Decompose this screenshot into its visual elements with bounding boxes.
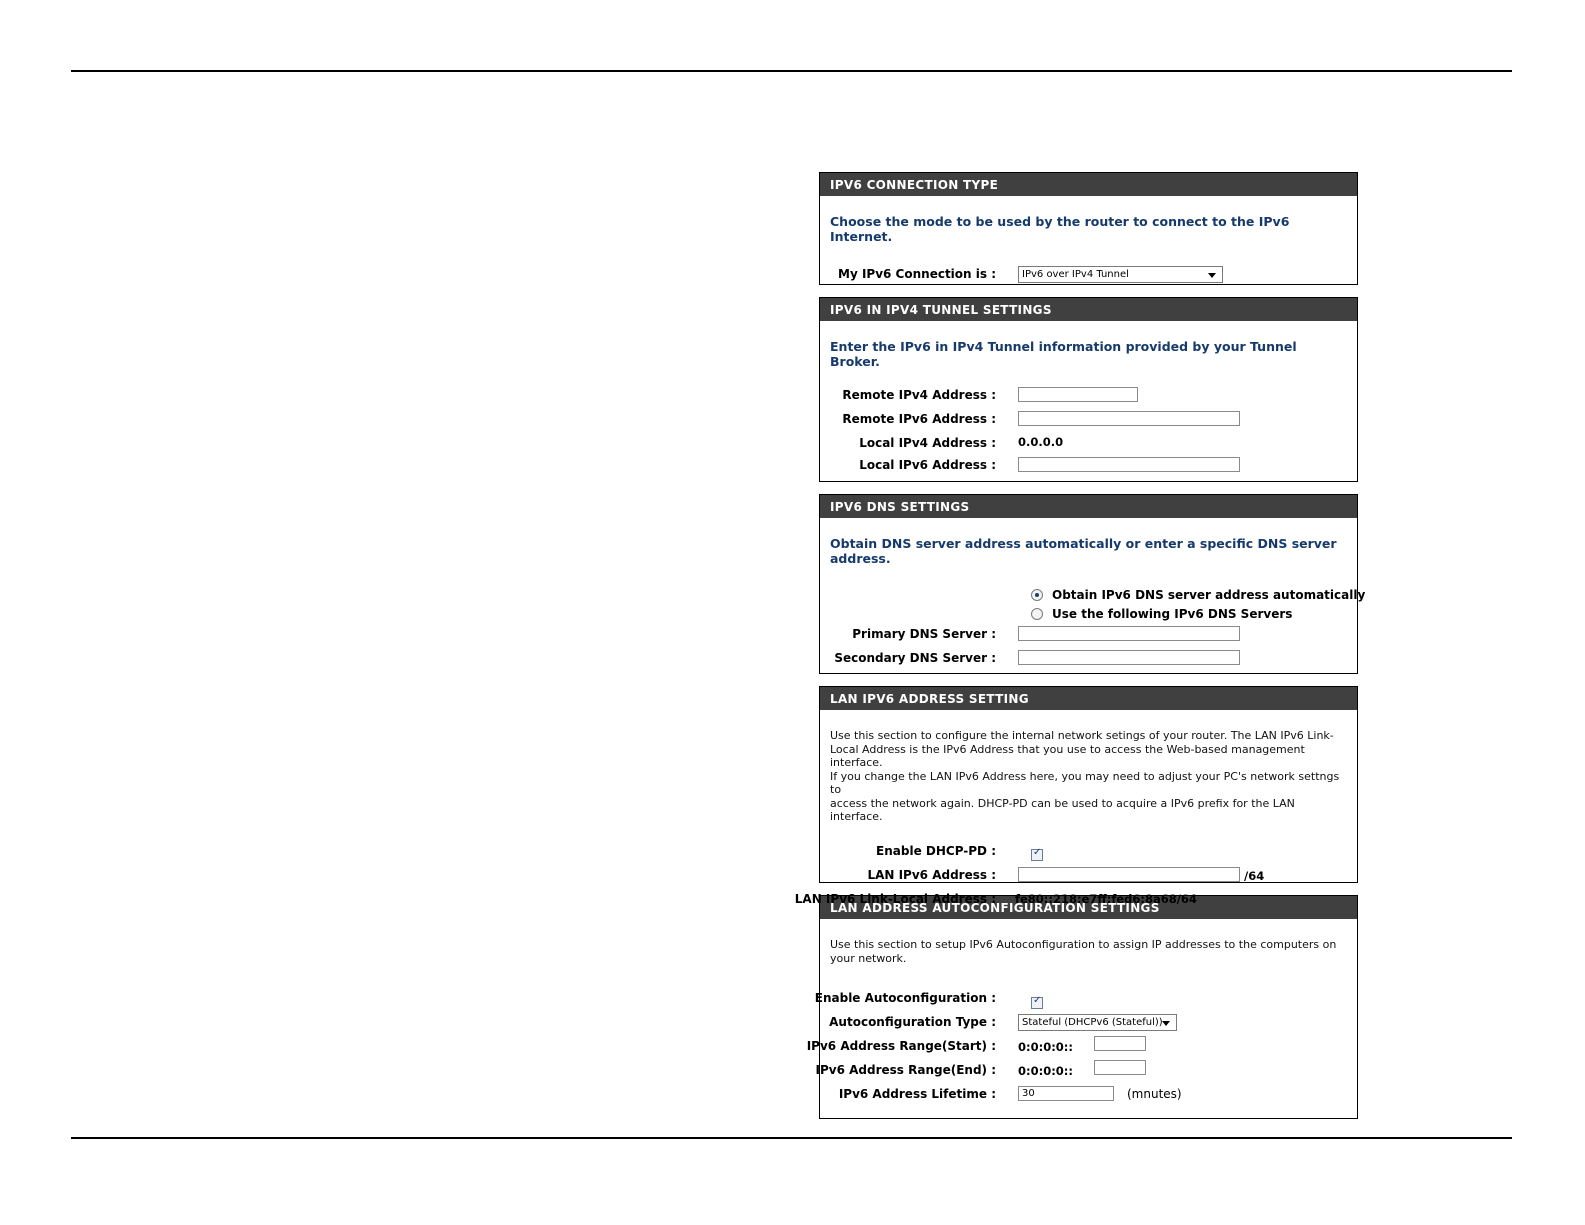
connection-type-label: My IPv6 Connection is : bbox=[838, 267, 996, 281]
settings-panel bbox=[794, 172, 1366, 1119]
lan-ipv6-label: LAN IPv6 Address : bbox=[867, 867, 996, 882]
chevron-down-icon bbox=[1208, 273, 1216, 278]
dns-manual-radio[interactable] bbox=[1031, 608, 1043, 620]
autoconfig-type-value: Stateful (DHCPv6 (Stateful)) bbox=[1022, 1017, 1163, 1028]
intro-line: Local Address is the IPv6 Address that you use to access the Web-based management interface. bbox=[830, 742, 1305, 769]
lifetime-unit: (mnutes) bbox=[1127, 1087, 1182, 1101]
bottom-divider bbox=[71, 1137, 1512, 1139]
section-connection-type bbox=[819, 172, 1358, 285]
section-intro: Choose the mode to be used by the router to connect to the IPv6 Internet. bbox=[830, 214, 1290, 244]
dns-manual-option[interactable] bbox=[1031, 607, 1292, 621]
link-local-label: LAN IPv6 Link-Local Address : bbox=[794, 891, 996, 906]
dns-auto-label: Obtain IPv6 DNS server address automatically bbox=[1052, 588, 1366, 602]
section-intro bbox=[830, 919, 1347, 965]
remote-ipv4-input[interactable] bbox=[1018, 387, 1138, 402]
secondary-dns-label: Secondary DNS Server : bbox=[834, 651, 996, 665]
section-intro: Obtain DNS server address automatically or enter a specific DNS server address. bbox=[830, 536, 1337, 566]
remote-ipv6-input[interactable] bbox=[1018, 411, 1240, 426]
lan-ipv6-suffix: /64 bbox=[1244, 868, 1265, 883]
connection-type-select[interactable] bbox=[1018, 266, 1223, 283]
enable-autoconfig-checkbox[interactable] bbox=[1031, 997, 1043, 1009]
intro-line: your network. bbox=[830, 951, 907, 965]
dns-auto-option[interactable] bbox=[1031, 588, 1365, 602]
lifetime-label: IPv6 Address Lifetime : bbox=[838, 1087, 996, 1101]
enable-autoconfig-label: Enable Autoconfiguration : bbox=[814, 991, 996, 1005]
intro-line: Use this section to configure the internal network setings of your router. The LAN IPv6 Link- bbox=[830, 729, 1334, 742]
section-intro bbox=[830, 710, 1347, 824]
dns-manual-label: Use the following IPv6 DNS Servers bbox=[1052, 607, 1293, 621]
range-end-label: IPv6 Address Range(End) : bbox=[815, 1063, 996, 1077]
range-end-prefix: 0:0:0:0:: bbox=[1018, 1064, 1074, 1078]
primary-dns-input[interactable] bbox=[1018, 626, 1240, 641]
range-start-input[interactable] bbox=[1094, 1036, 1146, 1051]
intro-line: Use this section to setup IPv6 Autoconfiguration to assign IP addresses to the computers on bbox=[830, 938, 1337, 951]
range-start-label: IPv6 Address Range(Start) : bbox=[806, 1039, 996, 1053]
dhcp-pd-checkbox[interactable] bbox=[1031, 849, 1043, 861]
range-end-input[interactable] bbox=[1094, 1060, 1146, 1075]
top-divider bbox=[71, 70, 1512, 72]
chevron-down-icon bbox=[1162, 1021, 1170, 1026]
autoconfig-type-select[interactable] bbox=[1018, 1014, 1177, 1031]
section-intro: Enter the IPv6 in IPv4 Tunnel information provided by your Tunnel Broker. bbox=[830, 339, 1297, 369]
section-title: LAN IPV6 ADDRESS SETTING bbox=[820, 687, 1357, 710]
remote-ipv6-label: Remote IPv6 Address : bbox=[842, 412, 996, 426]
dns-auto-radio[interactable] bbox=[1031, 589, 1043, 601]
dhcp-pd-label: Enable DHCP-PD : bbox=[876, 843, 996, 858]
section-tunnel-settings bbox=[819, 297, 1358, 482]
section-dns-settings bbox=[819, 494, 1366, 674]
section-autoconfig bbox=[806, 895, 1358, 1119]
section-title: IPV6 DNS SETTINGS bbox=[820, 495, 1357, 518]
section-title: LAN ADDRESS AUTOCONFIGURATION SETTINGS bbox=[820, 896, 1357, 919]
remote-ipv4-label: Remote IPv4 Address : bbox=[842, 388, 996, 402]
range-start-prefix: 0:0:0:0:: bbox=[1018, 1040, 1074, 1054]
lifetime-input[interactable]: 30 bbox=[1018, 1086, 1114, 1101]
local-ipv6-label: Local IPv6 Address : bbox=[859, 458, 996, 472]
lan-ipv6-input[interactable] bbox=[1018, 867, 1240, 882]
local-ipv6-input[interactable] bbox=[1018, 457, 1240, 472]
secondary-dns-input[interactable] bbox=[1018, 650, 1240, 665]
local-ipv4-value: 0.0.0.0 bbox=[1018, 435, 1064, 449]
section-title: IPV6 CONNECTION TYPE bbox=[820, 173, 1357, 196]
connection-type-value: IPv6 over IPv4 Tunnel bbox=[1022, 269, 1129, 280]
local-ipv4-label: Local IPv4 Address : bbox=[859, 436, 996, 450]
section-lan-ipv6 bbox=[794, 686, 1358, 906]
autoconfig-type-label: Autoconfiguration Type : bbox=[829, 1015, 996, 1029]
primary-dns-label: Primary DNS Server : bbox=[852, 627, 996, 641]
intro-line: access the network again. DHCP-PD can be used to acquire a IPv6 prefix for the LAN interface. bbox=[830, 796, 1295, 823]
intro-line: If you change the LAN IPv6 Address here, you may need to adjust your PC's network settngs to bbox=[830, 769, 1340, 796]
section-title: IPV6 IN IPV4 TUNNEL SETTINGS bbox=[820, 298, 1357, 321]
link-local-value: fe80::218:e7ff:fed6:8a68/64 bbox=[1015, 891, 1197, 906]
